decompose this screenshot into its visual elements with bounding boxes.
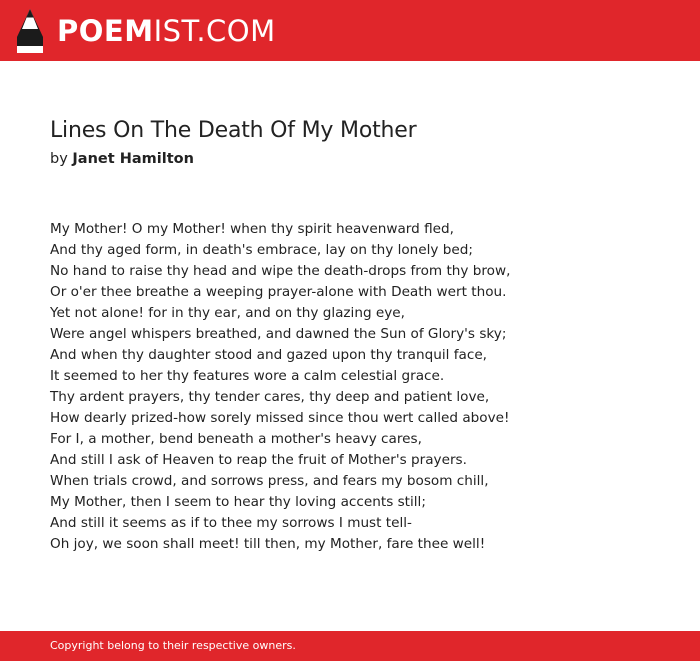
- poem-byline: [50, 149, 194, 169]
- poem-line: And still I ask of Heaven to reap the fruit of Mother's prayers.: [50, 452, 467, 468]
- poem-line: My Mother, then I seem to hear thy loving accents still;: [50, 494, 426, 510]
- author-link[interactable]: Janet Hamilton: [72, 151, 194, 167]
- poem-line: For I, a mother, bend beneath a mother's heavy cares,: [50, 431, 422, 447]
- by-label: by: [50, 151, 68, 167]
- copyright-text: Copyright belong to their respective owners.: [50, 639, 296, 652]
- poem-line: And still it seems as if to thee my sorrows I must tell-: [50, 515, 412, 531]
- site-header: [0, 0, 700, 61]
- poem-line: My Mother! O my Mother! when thy spirit heavenward fled,: [50, 221, 454, 237]
- poem-line: And when thy daughter stood and gazed upon thy tranquil face,: [50, 347, 487, 363]
- poem-line: Thy ardent prayers, thy tender cares, thy deep and patient love,: [50, 389, 490, 405]
- poem-line: How dearly prized-how sorely missed since thou wert called above!: [50, 410, 510, 426]
- site-footer: [0, 631, 700, 661]
- poem-line: No hand to raise thy head and wipe the death-drops from thy brow,: [50, 263, 511, 279]
- poem-line: Oh joy, we soon shall meet! till then, my Mother, fare thee well!: [50, 536, 486, 552]
- logo-text-light: IST.COM: [153, 14, 276, 48]
- poem-line: Yet not alone! for in thy ear, and on thy glazing eye,: [50, 305, 405, 321]
- poem-line: Were angel whispers breathed, and dawned the Sun of Glory's sky;: [50, 326, 507, 342]
- poem-line: Or o'er thee breathe a weeping prayer-alone with Death wert thou.: [50, 284, 507, 300]
- poem-line: It seemed to her thy features wore a calm celestial grace.: [50, 368, 445, 384]
- poem-title: Lines On The Death Of My Mother: [50, 118, 417, 143]
- pencil-icon: [17, 9, 43, 53]
- poem-line: When trials crowd, and sorrows press, and fears my bosom chill,: [50, 473, 489, 489]
- site-logo[interactable]: [17, 9, 276, 53]
- poem-body: [50, 219, 510, 555]
- logo-text: [57, 9, 276, 53]
- poem-line: And thy aged form, in death's embrace, lay on thy lonely bed;: [50, 242, 473, 258]
- logo-text-bold: POEM: [57, 14, 154, 48]
